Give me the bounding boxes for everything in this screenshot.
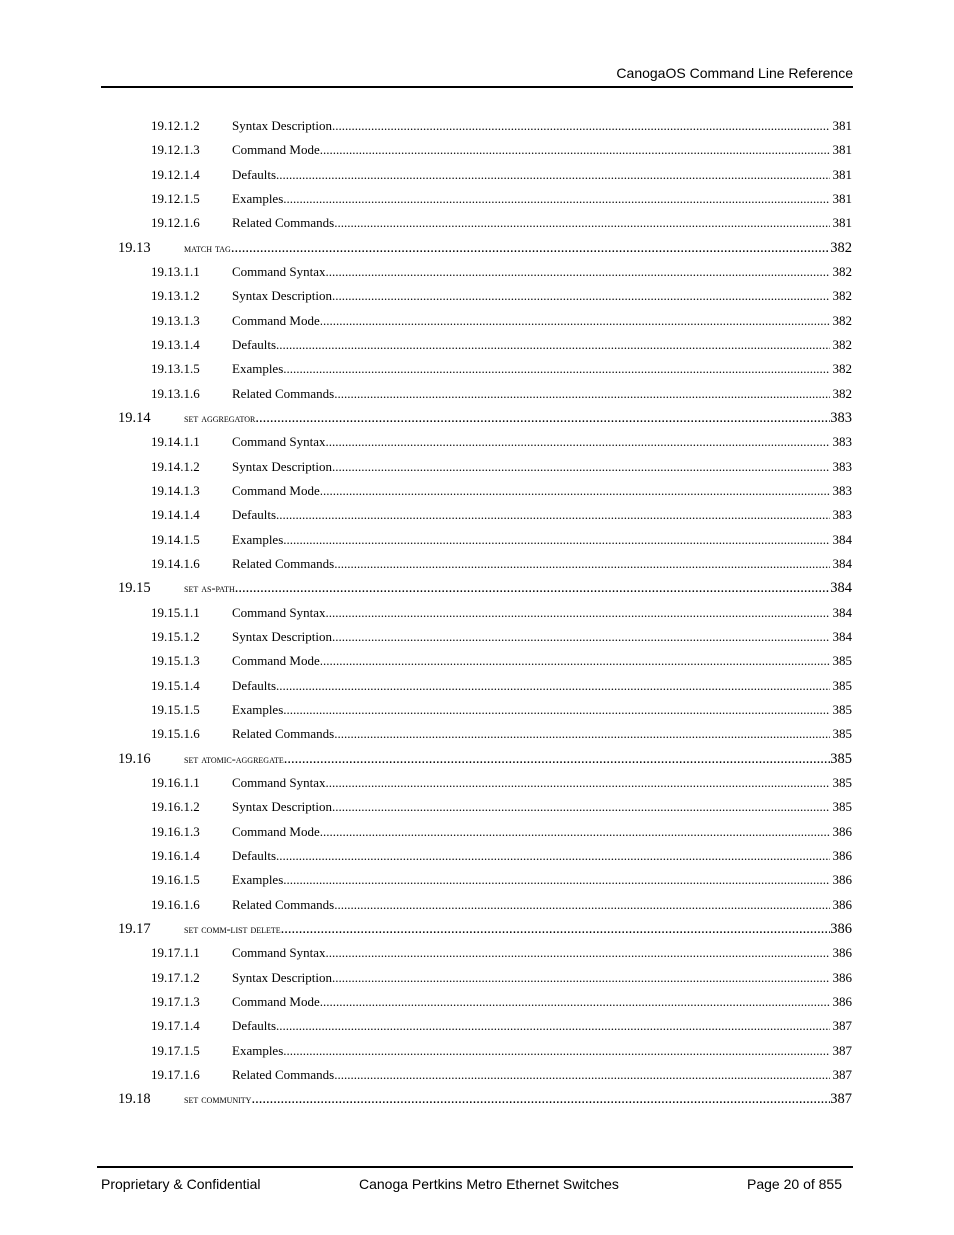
toc-entry-number: 19.15.1.3	[151, 653, 200, 669]
toc-entry-page[interactable]: 383	[830, 409, 852, 426]
toc-entry-page[interactable]: 385	[832, 653, 852, 669]
toc-entry-title[interactable]: Defaults	[232, 1018, 277, 1034]
toc-entry-page[interactable]: 384	[832, 604, 852, 620]
toc-entry-page[interactable]: 387	[832, 1018, 852, 1034]
dot-leader	[283, 702, 830, 718]
toc-entry-number: 19.13.1.4	[151, 336, 200, 352]
toc-entry-number: 19.14.1.3	[151, 482, 200, 498]
toc-entry-number: 19.12.1.6	[151, 215, 200, 231]
toc-entry-leader	[232, 507, 830, 523]
toc-entry-number: 19.14.1.2	[151, 458, 200, 474]
toc-subsection-entry[interactable]	[0, 605, 954, 627]
toc-entry-leader	[232, 264, 830, 280]
toc-entry-leader	[232, 775, 830, 791]
toc-entry-page[interactable]: 383	[832, 458, 852, 474]
toc-entry-leader	[232, 970, 830, 986]
toc-entry-page[interactable]: 383	[832, 507, 852, 523]
toc-subsection-entry[interactable]	[0, 434, 954, 456]
toc-entry-leader	[232, 386, 830, 402]
toc-entry-page[interactable]: 382	[830, 239, 852, 256]
toc-entry-title[interactable]: Command Syntax	[232, 945, 326, 961]
toc-entry-title[interactable]: Command Syntax	[232, 434, 326, 450]
dot-leader	[326, 945, 830, 961]
toc-entry-number: 19.17.1.5	[151, 1042, 200, 1058]
toc-entry-leader	[232, 483, 830, 499]
toc-entry-title[interactable]: Related Commands	[232, 215, 335, 231]
footer-page-number: Page 20 of 855	[747, 1176, 842, 1192]
toc-entry-title[interactable]: Related Commands	[232, 726, 335, 742]
toc-entry-number: 19.16	[118, 750, 151, 767]
toc-entry-title[interactable]: Syntax Description	[232, 799, 333, 815]
toc-entry-title[interactable]: Command Mode	[232, 653, 320, 669]
toc-entry-title[interactable]: Command Syntax	[232, 263, 326, 279]
dot-leader	[281, 921, 830, 938]
dot-leader	[334, 556, 830, 572]
dot-leader	[326, 264, 830, 280]
toc-entry-page[interactable]: 381	[832, 190, 852, 206]
dot-leader	[320, 653, 830, 669]
toc-subsection-entry[interactable]	[0, 142, 954, 164]
toc-subsection-entry[interactable]	[0, 945, 954, 967]
toc-entry-number: 19.14	[118, 409, 151, 426]
toc-entry-page[interactable]: 381	[832, 166, 852, 182]
dot-leader	[334, 386, 830, 402]
toc-section-entry[interactable]	[0, 1091, 954, 1113]
dot-leader	[235, 580, 830, 597]
toc-entry-page[interactable]: 382	[832, 312, 852, 328]
dot-leader	[326, 605, 830, 621]
header-divider	[101, 86, 853, 88]
toc-entry-leader	[232, 361, 830, 377]
toc-entry-leader	[232, 1018, 830, 1034]
toc-entry-page[interactable]: 384	[830, 580, 852, 597]
toc-entry-number: 19.14.1.6	[151, 555, 200, 571]
toc-entry-title[interactable]: match tag	[184, 240, 231, 255]
toc-entry-leader	[232, 702, 830, 718]
toc-entry-page[interactable]: 384	[832, 628, 852, 644]
toc-entry-title[interactable]: Related Commands	[232, 1066, 335, 1082]
toc-entry-number: 19.15.1.2	[151, 628, 200, 644]
toc-entry-number: 19.12.1.2	[151, 118, 200, 133]
dot-leader	[332, 118, 830, 134]
toc-entry-leader	[232, 337, 830, 353]
toc-entry-leader	[232, 1067, 830, 1083]
toc-entry-page[interactable]: 385	[832, 799, 852, 815]
toc-entry-number: 19.13.1.1	[151, 263, 200, 279]
toc-subsection-entry[interactable]	[0, 824, 954, 846]
toc-entry-leader	[232, 118, 830, 134]
toc-entry-title[interactable]: set as-path	[184, 581, 235, 596]
toc-entry-leader	[232, 824, 830, 840]
toc-subsection-entry[interactable]	[0, 1067, 954, 1089]
toc-entry-number: 19.16.1.3	[151, 823, 200, 839]
toc-subsection-entry[interactable]	[0, 653, 954, 675]
dot-leader	[332, 459, 830, 475]
toc-entry-number: 19.15.1.4	[151, 677, 200, 693]
toc-subsection-entry[interactable]	[0, 1018, 954, 1040]
dot-leader	[334, 726, 830, 742]
toc-entry-page[interactable]: 387	[830, 1091, 852, 1108]
toc-entry-page[interactable]: 387	[832, 1042, 852, 1058]
dot-leader	[332, 629, 830, 645]
toc-entry-title[interactable]: Related Commands	[232, 385, 335, 401]
toc-entry-number: 19.16.1.5	[151, 872, 200, 888]
toc-subsection-entry[interactable]	[0, 678, 954, 700]
toc-entry-title[interactable]: Command Mode	[232, 312, 320, 328]
toc-entry-page[interactable]: 385	[832, 774, 852, 790]
toc-subsection-entry[interactable]	[0, 386, 954, 408]
toc-subsection-entry[interactable]	[0, 970, 954, 992]
toc-entry-number: 19.16.1.4	[151, 847, 200, 863]
toc-entry-title[interactable]: Command Syntax	[232, 604, 326, 620]
toc-entry-title[interactable]: Examples	[232, 1042, 284, 1058]
toc-entry-page[interactable]: 382	[832, 385, 852, 401]
toc-subsection-entry[interactable]	[0, 264, 954, 286]
toc-entry-title[interactable]: Examples	[232, 701, 284, 717]
toc-subsection-entry[interactable]	[0, 532, 954, 554]
dot-leader	[320, 142, 830, 158]
dot-leader	[326, 775, 830, 791]
toc-entry-number: 19.15.1.5	[151, 701, 200, 717]
toc-entry-title[interactable]: Related Commands	[232, 896, 335, 912]
toc-entry-leader	[184, 410, 830, 427]
toc-entry-page[interactable]: 381	[832, 215, 852, 231]
toc-entry-page[interactable]: 386	[832, 823, 852, 839]
dot-leader	[284, 751, 830, 768]
toc-entry-title[interactable]: Syntax Description	[232, 458, 333, 474]
toc-entry-number: 19.13.1.2	[151, 288, 200, 304]
toc-entry-leader	[232, 532, 830, 548]
toc-subsection-entry[interactable]	[0, 507, 954, 529]
toc-entry-title[interactable]: Examples	[232, 872, 284, 888]
toc-entry-leader	[232, 945, 830, 961]
dot-leader	[283, 532, 830, 548]
toc-entry-title[interactable]: Command Mode	[232, 823, 320, 839]
toc-entry-number: 19.17.1.6	[151, 1066, 200, 1082]
toc-entry-number: 19.17	[118, 920, 151, 937]
toc-entry-leader	[232, 994, 830, 1010]
toc-entry-number: 19.17.1.2	[151, 969, 200, 985]
toc-subsection-entry[interactable]	[0, 313, 954, 335]
toc-entry-page[interactable]: 385	[830, 750, 852, 767]
toc-entry-leader	[232, 799, 830, 815]
toc-entry-page[interactable]: 386	[832, 969, 852, 985]
dot-leader	[334, 1067, 830, 1083]
toc-entry-number: 19.17.1.4	[151, 1018, 200, 1034]
toc-entry-number: 19.15.1.6	[151, 726, 200, 742]
toc-entry-number: 19.16.1.6	[151, 896, 200, 912]
dot-leader	[251, 1091, 830, 1108]
toc-entry-leader	[232, 313, 830, 329]
toc-subsection-entry[interactable]	[0, 288, 954, 310]
dot-leader	[320, 994, 830, 1010]
toc-subsection-entry[interactable]	[0, 702, 954, 724]
toc-entry-number: 19.13.1.6	[151, 385, 200, 401]
toc-subsection-entry[interactable]	[0, 459, 954, 481]
toc-entry-page[interactable]: 387	[832, 1066, 852, 1082]
dot-leader	[276, 678, 830, 694]
dot-leader	[276, 167, 830, 183]
dot-leader	[231, 240, 830, 257]
toc-entry-page[interactable]: 383	[832, 482, 852, 498]
document-title: CanogaOS Command Line Reference	[616, 65, 853, 81]
toc-entry-page[interactable]: 383	[832, 434, 852, 450]
dot-leader	[334, 897, 830, 913]
toc-entry-title[interactable]: Command Mode	[232, 482, 320, 498]
toc-entry-leader	[232, 726, 830, 742]
toc-entry-page[interactable]: 382	[832, 263, 852, 279]
dot-leader	[283, 872, 830, 888]
toc-entry-number: 19.14.1.5	[151, 531, 200, 547]
toc-entry-page[interactable]: 382	[832, 336, 852, 352]
toc-section-entry[interactable]	[0, 240, 954, 262]
toc-entry-leader	[232, 288, 830, 304]
toc-section-entry[interactable]	[0, 410, 954, 432]
toc-subsection-entry[interactable]	[0, 897, 954, 919]
toc-entry-leader	[184, 921, 830, 938]
toc-subsection-entry[interactable]	[0, 191, 954, 213]
toc-entry-page[interactable]: 385	[832, 726, 852, 742]
toc-entry-page[interactable]: 384	[832, 531, 852, 547]
toc-entry-leader	[232, 459, 830, 475]
toc-entry-number: 19.13.1.5	[151, 361, 200, 377]
toc-entry-leader	[232, 556, 830, 572]
dot-leader	[255, 410, 830, 427]
dot-leader	[283, 361, 830, 377]
toc-entry-title[interactable]: Command Mode	[232, 142, 320, 158]
toc-subsection-entry[interactable]	[0, 167, 954, 189]
toc-entry-number: 19.16.1.2	[151, 799, 200, 815]
toc-entry-leader	[232, 653, 830, 669]
toc-entry-title[interactable]: Defaults	[232, 677, 277, 693]
toc-entry-page[interactable]: 381	[832, 118, 852, 133]
toc-section-entry[interactable]	[0, 921, 954, 943]
toc-entry-title[interactable]: Defaults	[232, 847, 277, 863]
toc-entry-leader	[184, 751, 830, 768]
toc-entry-number: 19.17.1.1	[151, 945, 200, 961]
toc-entry-number: 19.15	[118, 580, 151, 597]
toc-subsection-entry[interactable]	[0, 872, 954, 894]
toc-entry-page[interactable]: 386	[832, 896, 852, 912]
toc-entry-title[interactable]: Syntax Description	[232, 628, 333, 644]
dot-leader	[276, 337, 830, 353]
footer-product: Canoga Pertkins Metro Ethernet Switches	[359, 1176, 619, 1192]
toc-entry-title[interactable]: Defaults	[232, 166, 277, 182]
footer-confidentiality: Proprietary & Confidential	[101, 1176, 261, 1192]
toc-subsection-entry[interactable]	[0, 361, 954, 383]
toc-entry-leader	[232, 605, 830, 621]
toc-subsection-entry[interactable]	[0, 556, 954, 578]
toc-entry-page[interactable]: 386	[832, 847, 852, 863]
toc-subsection-entry[interactable]	[0, 1043, 954, 1065]
toc-entry-leader	[232, 629, 830, 645]
dot-leader	[320, 483, 830, 499]
toc-entry-page[interactable]: 384	[832, 555, 852, 571]
toc-entry-title[interactable]: Examples	[232, 531, 284, 547]
toc-entry-leader	[232, 678, 830, 694]
toc-subsection-entry[interactable]	[0, 215, 954, 237]
toc-entry-leader	[184, 240, 830, 257]
toc-entry-leader	[232, 434, 830, 450]
toc-entry-title[interactable]: set community	[184, 1092, 252, 1107]
dot-leader	[283, 1043, 830, 1059]
toc-subsection-entry[interactable]	[0, 799, 954, 821]
toc-subsection-entry[interactable]	[0, 726, 954, 748]
toc-entry-title[interactable]: Syntax Description	[232, 118, 333, 133]
toc-entry-title[interactable]: set comm-list delete	[184, 921, 281, 936]
toc-entry-page[interactable]: 381	[832, 142, 852, 158]
toc-entry-number: 19.17.1.3	[151, 993, 200, 1009]
toc-subsection-entry[interactable]	[0, 775, 954, 797]
dot-leader	[320, 824, 830, 840]
toc-entry-page[interactable]: 382	[832, 361, 852, 377]
toc-entry-page[interactable]: 382	[832, 288, 852, 304]
dot-leader	[276, 1018, 830, 1034]
toc-entry-number: 19.14.1.4	[151, 507, 200, 523]
dot-leader	[326, 434, 830, 450]
toc-entry-number: 19.15.1.1	[151, 604, 200, 620]
toc-subsection-entry[interactable]	[0, 629, 954, 651]
toc-entry-number: 19.12.1.4	[151, 166, 200, 182]
toc-entry-leader	[184, 1091, 830, 1108]
toc-entry-number: 19.12.1.5	[151, 190, 200, 206]
toc-entry-leader	[232, 215, 830, 231]
toc-entry-title[interactable]: Examples	[232, 361, 284, 377]
toc-entry-title[interactable]: Related Commands	[232, 555, 335, 571]
toc-entry-title[interactable]: Syntax Description	[232, 969, 333, 985]
toc-entry-page[interactable]: 386	[832, 872, 852, 888]
toc-section-entry[interactable]	[0, 580, 954, 602]
toc-entry-title[interactable]: set aggregator	[184, 410, 256, 425]
dot-leader	[320, 313, 830, 329]
toc-entry-leader	[232, 872, 830, 888]
toc-subsection-entry[interactable]	[0, 848, 954, 870]
toc-entry-leader	[232, 897, 830, 913]
toc-entry-title[interactable]: Defaults	[232, 336, 277, 352]
toc-entry-leader	[232, 1043, 830, 1059]
toc-entry-leader	[232, 848, 830, 864]
dot-leader	[332, 970, 830, 986]
toc-entry-number: 19.12.1.3	[151, 142, 200, 158]
toc-entry-number: 19.18	[118, 1091, 151, 1108]
dot-leader	[276, 507, 830, 523]
toc-entry-number: 19.14.1.1	[151, 434, 200, 450]
toc-entry-title[interactable]: Command Syntax	[232, 774, 326, 790]
toc-entry-number: 19.16.1.1	[151, 774, 200, 790]
toc-entry-page[interactable]: 385	[832, 701, 852, 717]
footer-divider	[97, 1166, 853, 1168]
toc-subsection-entry[interactable]	[0, 337, 954, 359]
toc-entry-title[interactable]: Defaults	[232, 507, 277, 523]
toc-entry-number: 19.13.1.3	[151, 312, 200, 328]
toc-entry-leader	[184, 580, 830, 597]
toc-entry-number: 19.13	[118, 239, 151, 256]
dot-leader	[332, 288, 830, 304]
toc-section-entry[interactable]	[0, 751, 954, 773]
toc-entry-title[interactable]: set atomic-aggregate	[184, 751, 284, 766]
toc-entry-page[interactable]: 386	[832, 993, 852, 1009]
toc-entry-leader	[232, 167, 830, 183]
toc-entry-title[interactable]: Syntax Description	[232, 288, 333, 304]
toc-subsection-entry[interactable]	[0, 483, 954, 505]
toc-entry-leader	[232, 142, 830, 158]
dot-leader	[283, 191, 830, 207]
toc-subsection-entry[interactable]	[0, 994, 954, 1016]
toc-entry-leader	[232, 191, 830, 207]
toc-entry-page[interactable]: 386	[832, 945, 852, 961]
dot-leader	[334, 215, 830, 231]
toc-subsection-entry[interactable]	[0, 118, 954, 140]
dot-leader	[332, 799, 830, 815]
toc-entry-page[interactable]: 385	[832, 677, 852, 693]
toc-entry-page[interactable]: 386	[830, 920, 852, 937]
toc-entry-title[interactable]: Command Mode	[232, 993, 320, 1009]
toc-entry-title[interactable]: Examples	[232, 190, 284, 206]
dot-leader	[276, 848, 830, 864]
